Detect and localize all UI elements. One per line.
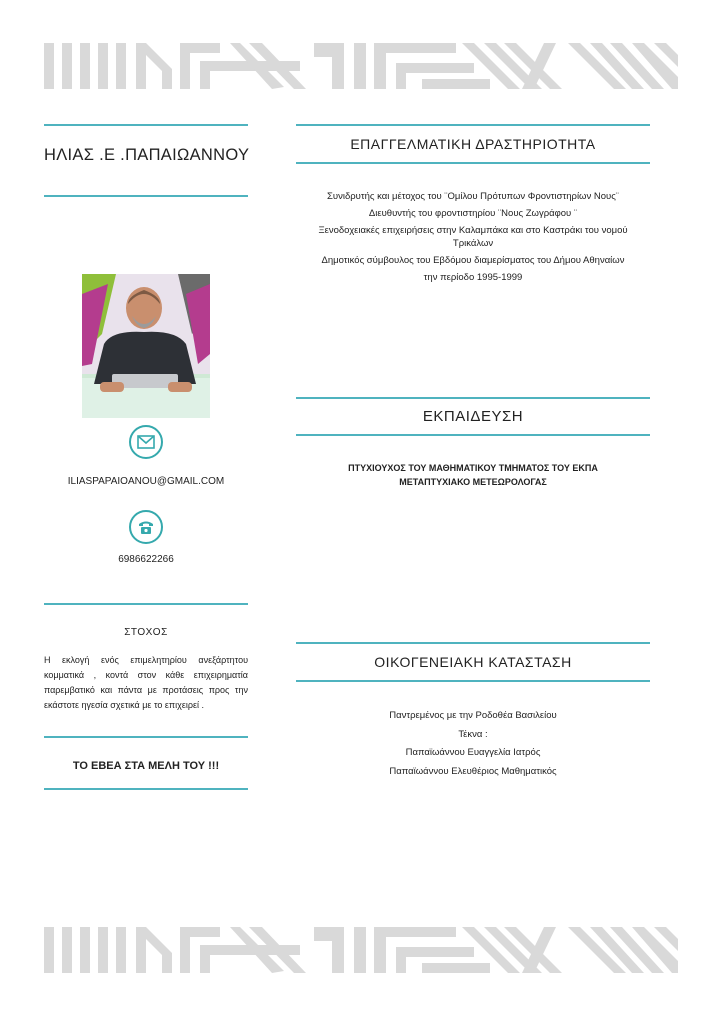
professional-line: Ξενοδοχειακές επιχειρήσεις στην Καλαμπάκα και στο Καστράκι του νομού Τρικάλων bbox=[318, 225, 628, 249]
professional-list bbox=[300, 188, 646, 286]
divider bbox=[296, 434, 650, 436]
professional-line: Συνιδρυτής και μέτοχος του ¨Ομίλου Πρότυπων Φροντιστηρίων Νους¨ bbox=[327, 191, 619, 202]
divider bbox=[44, 736, 248, 738]
divider bbox=[44, 124, 248, 126]
family-list bbox=[300, 707, 646, 781]
person-name: ΗΛΙΑΣ .Ε .ΠΑΠΑΙΩΑΝΝΟΥ bbox=[44, 146, 250, 164]
professional-line: Δημοτικός σύμβουλος του Εβδόμου διαμερίσματος του Δήμου Αθηναίων bbox=[321, 255, 625, 266]
divider bbox=[296, 124, 650, 126]
professional-line: Διευθυντής του φροντιστηρίου ¨Νους Ζωγράφου ¨ bbox=[368, 208, 578, 219]
slogan: ΤΟ ΕΒΕΑ ΣΤΑ ΜΕΛΗ ΤΟΥ !!! bbox=[72, 760, 220, 772]
divider bbox=[44, 788, 248, 790]
profile-photo bbox=[82, 274, 210, 418]
phone-number[interactable]: 6986622266 bbox=[118, 554, 174, 565]
envelope-icon bbox=[129, 425, 163, 459]
telephone-icon bbox=[129, 510, 163, 544]
divider bbox=[44, 603, 248, 605]
professional-line: την περίοδο 1995-1999 bbox=[423, 272, 523, 283]
family-line: Παπαϊωάννου Ευαγγελία Ιατρός bbox=[405, 747, 541, 758]
divider bbox=[44, 195, 248, 197]
divider bbox=[296, 680, 650, 682]
goal-text: Η εκλογή ενός επιμελητηρίου ανεξάρτητου κομματικά , κοντά στον κάθε επιχειρηματία παρεμβατικό και πάντα με προτάσεις προς την εκάστοτε ηγεσία σχετικά με το επιχειρεί . bbox=[44, 655, 248, 710]
family-title: ΟΙΚΟΓΕΝΕΙΑΚΗ ΚΑΤΑΣΤΑΣΗ bbox=[374, 654, 572, 670]
divider bbox=[296, 642, 650, 644]
education-line: ΜΕΤΑΠΤΥΧΙΑΚΟ ΜΕΤΕΩΡΟΛΟΓΑΣ bbox=[399, 477, 547, 487]
divider bbox=[296, 162, 650, 164]
education-line: ΠΤΥΧΙΟΥΧΟΣ ΤΟΥ ΜΑΘΗΜΑΤΙΚΟΥ ΤΜΗΜΑΤΟΣ ΤΟΥ ΕΚΠΑ bbox=[348, 463, 598, 473]
professional-title: ΕΠΑΓΓΕΛΜΑΤΙΚΗ ΔΡΑΣΤΗΡΙΟΤΗΤΑ bbox=[350, 136, 596, 152]
family-line: Παντρεμένος με την Ροδοθέα Βασιλείου bbox=[389, 710, 557, 721]
email-address[interactable]: ILIASPAPAIOANOU@GMAIL.COM bbox=[67, 476, 225, 487]
top-decorative-band bbox=[44, 43, 678, 89]
goal-title: ΣΤΟΧΟΣ bbox=[124, 627, 168, 638]
education-title: ΕΚΠΑΙΔΕΥΣΗ bbox=[422, 408, 524, 425]
education-list bbox=[300, 461, 646, 489]
family-line: Τέκνα : bbox=[458, 728, 488, 740]
bottom-decorative-band bbox=[44, 927, 678, 973]
family-line: Παπαϊωάννου Ελευθέριος Μαθηματικός bbox=[389, 765, 557, 777]
divider bbox=[296, 397, 650, 399]
